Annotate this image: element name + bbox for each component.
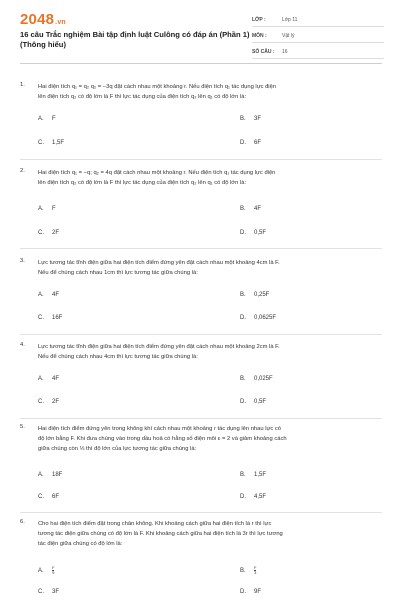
option-text: 9F [254,589,262,595]
meta-value: 16 [282,49,288,55]
option-text: 3F [52,589,60,595]
option-text: 4F [254,206,262,212]
question-separator [20,248,382,249]
option-a[interactable]: A. F [38,116,56,122]
meta-row-count [252,46,384,59]
question-line: tương tác điện giữa chúng có độ lớn là F. Khi khoảng cách giữa hai điện tích là 3r thì lực tương [38,531,283,537]
question-number: 3. [20,258,25,264]
question-line: Nếu để chúng cách nhau 1cm thì lực tương tác giữa chúng là: [38,270,198,276]
option-d[interactable]: D. 9F [240,589,262,595]
option-text: 18F [52,472,63,478]
option-text: 0,025F [254,376,273,382]
fraction-numerator: F [52,565,55,570]
question-number: 4. [20,342,25,348]
option-text: 0,25F [254,292,270,298]
option-text: 6F [52,494,60,500]
question-text [38,168,370,188]
option-c[interactable]: C. 2F [38,230,60,236]
option-b[interactable]: B. $\frac{F}{3}$ [240,565,257,575]
option-d[interactable]: D. 6F [240,140,262,146]
option-text: F [52,206,56,212]
option-a[interactable]: A. 4F [38,292,60,298]
option-a[interactable]: A. 18F [38,472,63,478]
option-b[interactable]: B. 1,5F [240,472,267,478]
question-line: Hai điện tích q₁ = q₂ q₂ = −3q đặt cách nhau một khoảng r. Nếu điện tích q₁ tác dụng lực điện [38,84,277,90]
option-text: 0,0625F [254,315,277,321]
option-text: 6F [254,140,262,146]
page-header [0,0,400,62]
question-line: độ lớn bằng F. Khi đưa chúng vào trong dầu hoả có hằng số điện môi ε = 2 và giảm khoảng cách [38,436,287,442]
question-line: Hai điện tích q₁ = −q; q₂ = 4q đặt cách nhau một khoảng r. Nếu điện tích q₁ tác dụng lực điện [38,170,276,176]
question-number: 1. [20,82,25,88]
question-number: 6. [20,519,25,525]
fraction-denominator: 9 [52,570,55,575]
question-separator [20,512,382,513]
question-line: Hai điện tích điểm đứng yên trong không khí cách nhau một khoảng r tác dụng lên nhau lực có [38,426,282,432]
option-c[interactable]: C. 2F [38,399,60,405]
option-a[interactable]: A. $\frac{F}{9}$ [38,565,55,575]
option-text: 2F [52,230,60,236]
option-c[interactable]: C. 1,5F [38,140,65,146]
option-text: 4,5F [254,494,267,500]
option-b[interactable]: B. 0,25F [240,292,270,298]
question-separator [20,334,382,335]
option-d[interactable]: D. 4,5F [240,494,267,500]
question-line: Cho hai điện tích điểm đặt trong chân không. Khi khoảng cách giữa hai điện tích là r thì lực [38,521,272,527]
option-a[interactable]: A. F [38,206,56,212]
meta-label: MÔN : [252,33,267,39]
question-number: 5. [20,424,25,430]
option-b[interactable]: B. 0,025F [240,376,273,382]
question-text [38,519,370,549]
fraction-numerator: F [254,565,257,570]
question-number: 2. [20,168,25,174]
option-text: 0,5F [254,230,267,236]
option-text: 4F [52,292,60,298]
fraction-denominator: 3 [254,570,257,575]
question-separator [20,418,382,419]
option-b[interactable]: B. 4F [240,206,262,212]
question-line: lên điện tích q₂ có độ lớn là F thì lực tác dụng của điện tích q₂ lên q₁ có độ lớn là: [38,94,247,100]
header-divider [20,63,382,64]
question-text [38,424,370,454]
option-c[interactable]: C. 6F [38,494,60,500]
logo-text: 2048 [20,11,55,28]
option-c[interactable]: C. 16F [38,315,63,321]
option-d[interactable]: D. 0,0625F [240,315,277,321]
question-text [38,258,370,278]
question-line: lên điện tích q₂ có độ lớn là F thì lực tác dụng của điện tích q₂ lên q₁ có độ lớn là: [38,180,247,186]
meta-value: Vật lý [282,33,295,39]
option-text: F [52,116,56,122]
option-text: 0,5F [254,399,267,405]
question-line: tác điện giữa chúng có độ lớn là: [38,541,123,547]
option-a[interactable]: A. 4F [38,376,60,382]
option-text: 2F [52,399,60,405]
option-text: 16F [52,315,63,321]
meta-row-class [252,14,384,27]
document-title: 16 câu Trắc nghiệm Bài tập định luật Culông có đáp án (Phần 1) (Thông hiểu) [20,30,250,49]
meta-row-subject [252,30,384,43]
fraction [254,566,256,575]
question-separator [20,159,382,160]
fraction [52,566,54,575]
question-line: giữa chúng còn ⅓ thì độ lớn của lực tương tác giữa chúng là: [38,446,197,452]
meta-label: SỐ CÂU : [252,49,275,55]
meta-info-box [252,14,384,62]
option-c[interactable]: C. 3F [38,589,60,595]
meta-value: Lớp 11 [282,17,298,23]
option-b[interactable]: B. 3F [240,116,262,122]
meta-label: LỚP : [252,17,266,23]
question-line: Lực tương tác tĩnh điện giữa hai điện tích điểm đứng yên đặt cách nhau một khoảng 4cm là F. [38,260,280,266]
question-text [38,342,370,362]
question-text [38,82,370,102]
option-text: 4F [52,376,60,382]
logo-tld: .vn [55,19,66,26]
question-line: Nếu để chúng cách nhau 4cm thì lực tương tác giữa chúng là: [38,354,198,360]
option-d[interactable]: D. 0,5F [240,399,267,405]
site-logo[interactable] [20,11,66,28]
question-line: Lực tương tác tĩnh điện giữa hai điện tích điểm đứng yên đặt cách nhau một khoảng 2cm là F. [38,344,280,350]
option-text: 3F [254,116,262,122]
option-d[interactable]: D. 0,5F [240,230,267,236]
option-text: 1,5F [254,472,267,478]
option-text: 1,5F [52,140,65,146]
